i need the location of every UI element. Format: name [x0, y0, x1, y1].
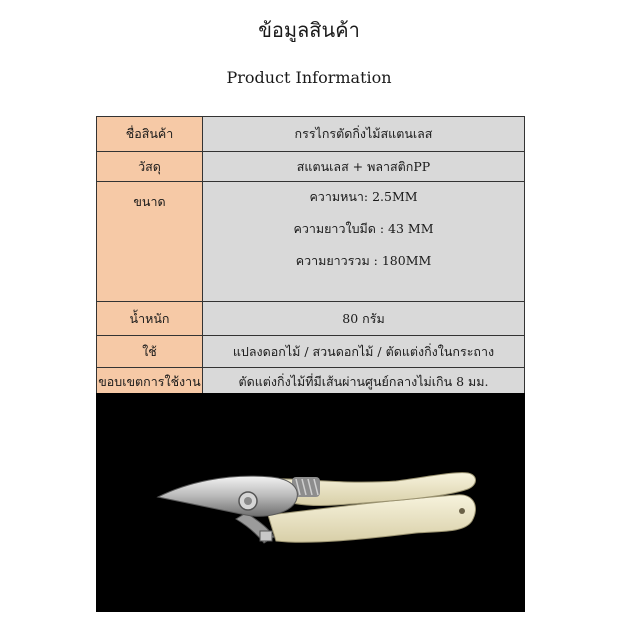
size-blade-length: ความยาวใบมีด : 43 MM	[293, 221, 434, 236]
table-row	[97, 152, 525, 182]
spec-value-size	[203, 182, 525, 302]
size-total-length: ความยาวรวม : 180MM	[295, 253, 432, 268]
spec-value: สแตนเลส + พลาสติกPP	[203, 152, 525, 182]
table-row	[97, 302, 525, 336]
table-row	[97, 182, 525, 302]
table-row	[97, 117, 525, 152]
spec-label: ใช้	[97, 336, 203, 368]
product-spec-table	[96, 116, 525, 396]
size-thickness: ความหนา: 2.5MM	[309, 189, 418, 204]
spec-value: 80 กรัม	[203, 302, 525, 336]
page-title-thai: ข้อมูลสินค้า	[258, 18, 360, 42]
spec-label: น้ำหนัก	[97, 302, 203, 336]
spec-label: ขนาด	[97, 182, 203, 302]
table-row	[97, 368, 525, 396]
table-row	[97, 336, 525, 368]
spec-value: กรรไกรตัดกิ่งไม้สแตนเลส	[203, 117, 525, 152]
pruning-shears-icon	[96, 393, 525, 612]
page-title-english: Product Information	[226, 68, 392, 87]
product-photo	[96, 393, 525, 612]
spec-value: แปลงดอกไม้ / สวนดอกไม้ / ตัดแต่งกิ่งในกระถาง	[203, 336, 525, 368]
spec-label: ขอบเขตการใช้งาน	[97, 368, 203, 396]
spec-label: วัสดุ	[97, 152, 203, 182]
spec-value: ตัดแต่งกิ่งไม้ที่มีเส้นผ่านศูนย์กลางไม่เกิน 8 มม.	[203, 368, 525, 396]
spec-label: ชื่อสินค้า	[97, 117, 203, 152]
